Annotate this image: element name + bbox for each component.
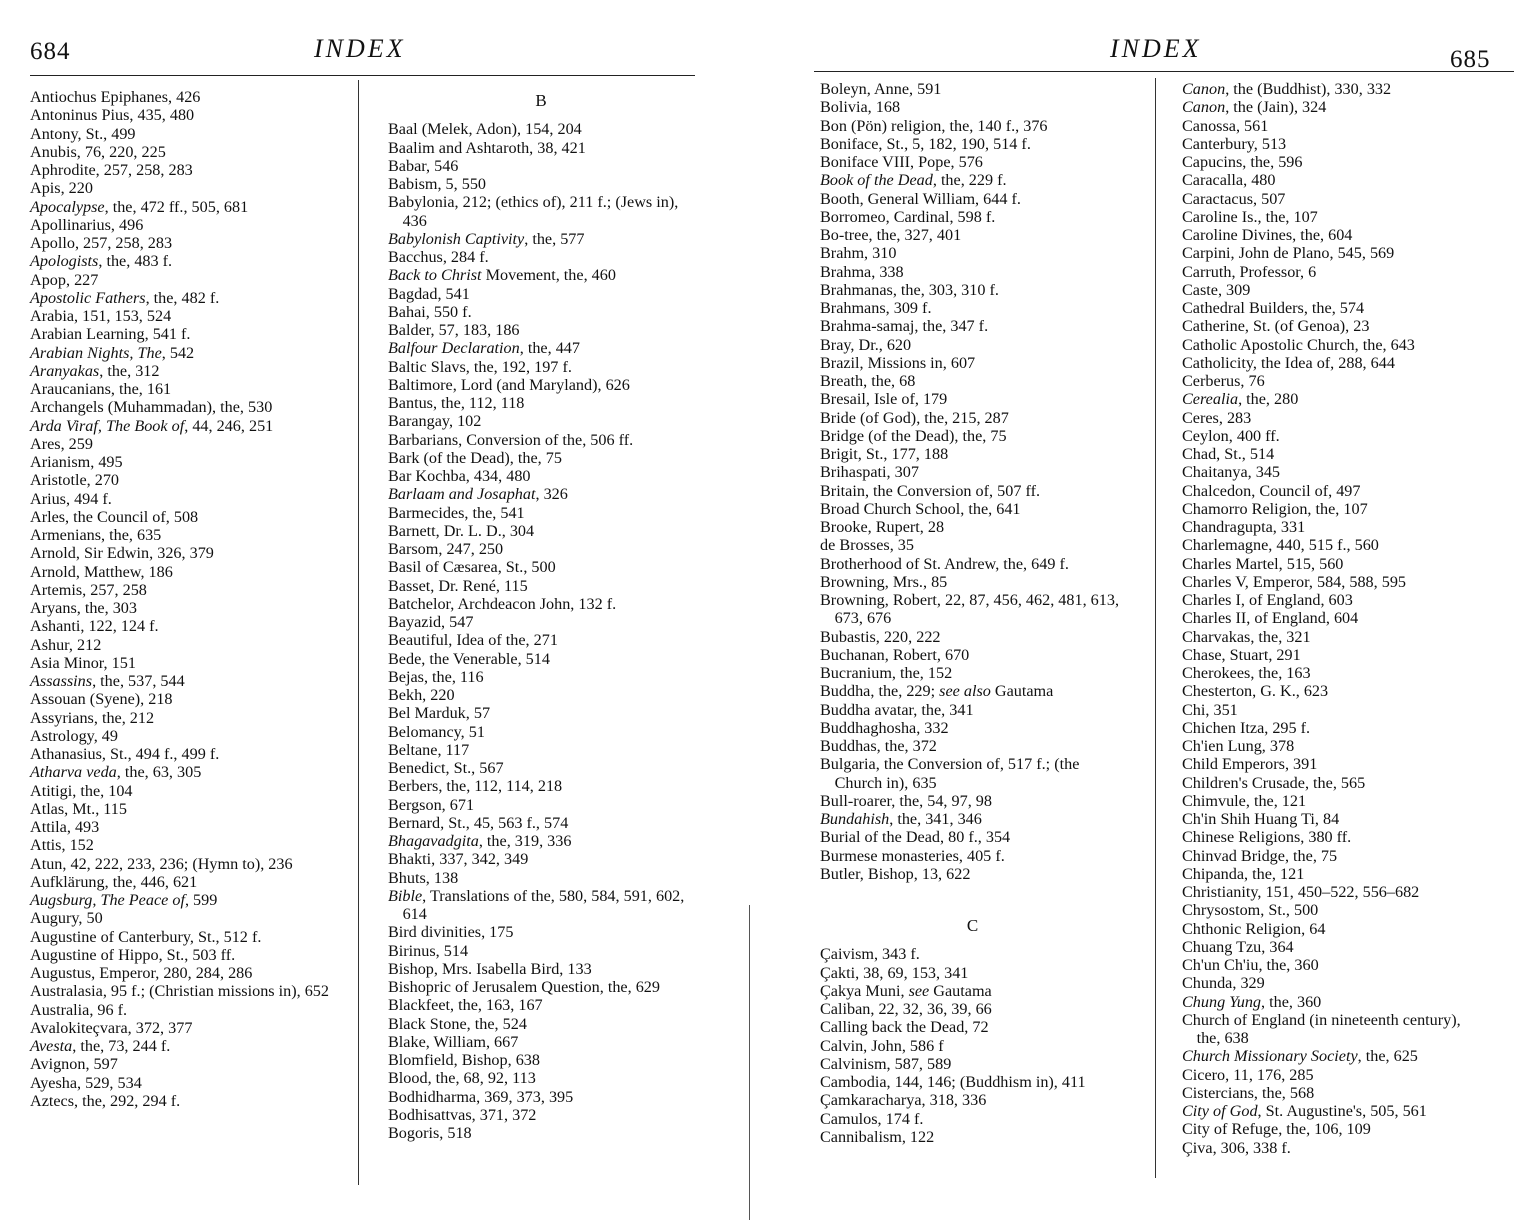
index-entry: Canossa, 561	[1182, 116, 1269, 135]
index-entry: Borromeo, Cardinal, 598 f.	[820, 207, 996, 226]
index-entry: Augury, 50	[30, 909, 103, 928]
index-entry: Brahma-samaj, the, 347 f.	[820, 317, 989, 336]
index-entry: Bagdad, 541	[388, 284, 470, 303]
index-entry: Booth, General William, 644 f.	[820, 189, 1021, 208]
index-entry: Avalokiteçvara, 372, 377	[30, 1018, 193, 1037]
index-entry: Augustine of Canterbury, St., 512 f.	[30, 927, 262, 946]
index-entry: Beltane, 117	[388, 740, 470, 759]
index-entry: Bel Marduk, 57	[388, 704, 491, 723]
index-entry: Canon, the (Jain), 324	[1182, 98, 1327, 117]
index-entry: Brooke, Rupert, 28	[820, 518, 945, 536]
index-entry: Arabian Learning, 541 f.	[30, 325, 191, 344]
index-entry: Berbers, the, 112, 114, 218	[388, 777, 563, 796]
index-entry: Children's Crusade, the, 565	[1182, 773, 1366, 792]
index-column-right-1	[820, 80, 1125, 1146]
page-number-right: 685	[1450, 46, 1491, 73]
index-entry: Buddha, the, 229; see also Gautama	[820, 682, 1054, 701]
index-entry: Avignon, 597	[30, 1055, 118, 1074]
index-entry: Broad Church School, the, 641	[820, 499, 1021, 518]
index-entry: Calvinism, 587, 589	[820, 1054, 952, 1073]
index-entry: Caracalla, 480	[1182, 171, 1276, 190]
index-entry: Atun, 42, 222, 233, 236; (Hymn to), 236	[30, 854, 293, 873]
index-entry: Augustus, Emperor, 280, 284, 286	[30, 964, 253, 982]
index-entry: Charles II, of England, 604	[1182, 609, 1359, 628]
index-entry: Atharva veda, the, 63, 305	[30, 763, 202, 782]
index-entry: Capucins, the, 596	[1182, 153, 1303, 171]
index-entry: Caroline Divines, the, 604	[1182, 226, 1353, 244]
column-rule-left	[358, 80, 359, 1185]
index-entry: Ch'un Ch'iu, the, 360	[1182, 956, 1319, 974]
index-entry: Aphrodite, 257, 258, 283	[30, 161, 193, 179]
index-entry: Charles Martel, 515, 560	[1182, 554, 1344, 573]
index-entry: Atitigi, the, 104	[30, 781, 133, 800]
section-letter-b: B	[535, 91, 547, 110]
index-entry: Apollinarius, 496	[30, 215, 144, 234]
index-entry: Ch'in Shih Huang Ti, 84	[1182, 810, 1340, 828]
index-entry: Camulos, 174 f.	[820, 1109, 924, 1128]
index-entry: Catherine, St. (of Genoa), 23	[1182, 317, 1370, 336]
index-entry: Arda Viraf, The Book of, 44, 246, 251	[30, 416, 274, 435]
index-entry: Brahm, 310	[820, 244, 897, 263]
index-entry: Chthonic Religion, 64	[1182, 919, 1326, 938]
right-page	[770, 0, 1534, 1219]
index-entry: Blake, William, 667	[388, 1032, 519, 1051]
index-entry: Antiochus Epiphanes, 426	[30, 88, 201, 106]
running-head-right: INDEX	[1110, 34, 1202, 63]
index-entry: Canon, the (Buddhist), 330, 332	[1182, 80, 1392, 98]
index-entry: Chinese Religions, 380 ff.	[1182, 828, 1352, 847]
index-entry: Chimvule, the, 121	[1182, 791, 1307, 810]
index-entry: Arabia, 151, 153, 524	[30, 307, 172, 325]
index-entry: Breath, the, 68	[820, 372, 916, 390]
index-column-right-2	[1182, 80, 1487, 1157]
index-entry: Brahma, 338	[820, 262, 904, 281]
index-entry: Arles, the Council of, 508	[30, 507, 199, 526]
page-gutter	[749, 905, 750, 1220]
index-entry: Bodhisattvas, 371, 372	[388, 1105, 537, 1124]
index-entry: Brihaspati, 307	[820, 463, 919, 482]
index-entry: Chunda, 329	[1182, 974, 1265, 993]
index-entry: Back to Christ Movement, the, 460	[388, 266, 616, 285]
index-entry: Bolivia, 168	[820, 98, 901, 117]
page-number-left: 684	[30, 38, 71, 65]
index-entry: Apop, 227	[30, 270, 99, 289]
index-entry: Arianism, 495	[30, 453, 123, 471]
index-entry: Cathedral Builders, the, 574	[1182, 299, 1365, 317]
index-entry: Bulgaria, the Conversion of, 517 f.; (the Church in), 635	[820, 755, 1080, 792]
index-entry: Babar, 546	[388, 156, 459, 175]
index-entry: Aryans, the, 303	[30, 599, 137, 617]
index-entry: Arnold, Sir Edwin, 326, 379	[30, 544, 214, 563]
index-entry: Ceres, 283	[1182, 408, 1252, 427]
index-entry: Aztecs, the, 292, 294 f.	[30, 1091, 181, 1110]
index-entry: Armenians, the, 635	[30, 526, 162, 544]
index-entry: Barmecides, the, 541	[388, 503, 525, 522]
index-entry: Ashur, 212	[30, 635, 102, 654]
header-rule-right	[814, 71, 1514, 72]
index-entry: Çakti, 38, 69, 153, 341	[820, 963, 969, 982]
index-entry: Chalcedon, Council of, 497	[1182, 481, 1361, 500]
index-entry: Chinvad Bridge, the, 75	[1182, 846, 1338, 865]
index-entry: Batchelor, Archdeacon John, 132 f.	[388, 594, 617, 613]
index-entry: Chrysostom, St., 500	[1182, 901, 1319, 920]
index-entry: Arnold, Matthew, 186	[30, 562, 173, 581]
index-entry: Assyrians, the, 212	[30, 708, 155, 727]
index-entry: Ceylon, 400 ff.	[1182, 426, 1280, 445]
index-entry: Chaitanya, 345	[1182, 463, 1281, 482]
index-entry: Australia, 96 f.	[30, 1000, 128, 1019]
index-entry: Asia Minor, 151	[30, 653, 136, 672]
index-entry: Baal (Melek, Adon), 154, 204	[388, 120, 582, 139]
entry-list-b-cont	[820, 80, 1125, 883]
index-entry: Apologists, the, 483 f.	[30, 252, 173, 271]
index-entry: Augsburg, The Peace of, 599	[30, 891, 218, 909]
running-head-left: INDEX	[314, 34, 406, 63]
index-entry: Chase, Stuart, 291	[1182, 645, 1301, 664]
left-page	[0, 0, 730, 1219]
index-entry: Arabian Nights, The, 542	[30, 343, 195, 362]
index-entry: Barlaam and Josaphat, 326	[388, 485, 568, 504]
index-entry: Balder, 57, 183, 186	[388, 321, 520, 339]
index-entry: Athanasius, St., 494 f., 499 f.	[30, 745, 220, 763]
index-entry: Baltimore, Lord (and Maryland), 626	[388, 375, 630, 394]
index-entry: Chipanda, the, 121	[1182, 864, 1305, 883]
index-entry: City of God, St. Augustine's, 505, 561	[1182, 1102, 1427, 1120]
index-entry: Browning, Robert, 22, 87, 456, 462, 481, 613, 673, 676	[820, 591, 1120, 628]
entry-list-c	[820, 945, 1125, 1146]
index-entry: Araucanians, the, 161	[30, 380, 172, 398]
index-entry: Carpini, John de Plano, 545, 569	[1182, 244, 1395, 263]
index-entry: Australasia, 95 f.; (Christian missions in), 652	[30, 982, 329, 1001]
index-entry: Bede, the Venerable, 514	[388, 649, 550, 668]
index-entry: Chichen Itza, 295 f.	[1182, 718, 1311, 737]
index-entry: Burmese monasteries, 405 f.	[820, 846, 1005, 865]
index-entry: Bernard, St., 45, 563 f., 574	[388, 813, 569, 832]
index-entry: Bresail, Isle of, 179	[820, 390, 948, 409]
index-entry: Bergson, 671	[388, 795, 475, 814]
index-entry: Book of the Dead, the, 229 f.	[820, 171, 1007, 190]
index-entry: Çamkaracharya, 318, 336	[820, 1091, 987, 1110]
index-entry: Bhuts, 138	[388, 868, 459, 887]
index-entry: Astrology, 49	[30, 726, 118, 745]
index-entry: Barsom, 247, 250	[388, 540, 504, 558]
index-entry: Chuang Tzu, 364	[1182, 937, 1294, 956]
index-entry: Charles I, of England, 603	[1182, 591, 1353, 609]
index-entry: Bundahish, the, 341, 346	[820, 810, 982, 828]
index-entry: Buddha avatar, the, 341	[820, 700, 974, 719]
index-entry: Bo-tree, the, 327, 401	[820, 226, 962, 244]
index-entry: Bird divinities, 175	[388, 923, 514, 942]
index-entry: Çiva, 306, 338 f.	[1182, 1138, 1291, 1157]
index-entry: Çaivism, 343 f.	[820, 945, 920, 964]
index-entry: Bar Kochba, 434, 480	[388, 467, 531, 485]
index-entry: Cannibalism, 122	[820, 1127, 935, 1146]
index-entry: Aufklärung, the, 446, 621	[30, 872, 198, 891]
index-entry: Atlas, Mt., 115	[30, 799, 127, 818]
index-entry: Chandragupta, 331	[1182, 518, 1306, 536]
index-entry: Bull-roarer, the, 54, 97, 98	[820, 791, 992, 810]
index-entry: Bhagavadgita, the, 319, 336	[388, 832, 572, 850]
index-entry: Charvakas, the, 321	[1182, 627, 1311, 646]
index-entry: Cerealia, the, 280	[1182, 390, 1299, 409]
index-entry: Boniface, St., 5, 182, 190, 514 f.	[820, 134, 1031, 153]
index-entry: Charles V, Emperor, 584, 588, 595	[1182, 572, 1407, 591]
index-entry: Bogoris, 518	[388, 1124, 472, 1142]
index-entry: Calling back the Dead, 72	[820, 1018, 989, 1037]
index-entry: Barangay, 102	[388, 412, 482, 431]
index-entry: Britain, the Conversion of, 507 ff.	[820, 481, 1041, 500]
index-entry: Catholicity, the Idea of, 288, 644	[1182, 353, 1395, 372]
index-entry: Child Emperors, 391	[1182, 755, 1318, 774]
index-entry: Boniface VIII, Pope, 576	[820, 153, 983, 171]
index-entry: Attila, 493	[30, 818, 100, 836]
index-entry: Anubis, 76, 220, 225	[30, 142, 166, 161]
index-entry: Benedict, St., 567	[388, 759, 504, 777]
index-column-left-1	[30, 88, 335, 1110]
index-entry: Chung Yung, the, 360	[1182, 992, 1322, 1011]
index-entry: Brahmanas, the, 303, 310 f.	[820, 280, 999, 299]
index-entry: Bayazid, 547	[388, 613, 474, 631]
index-entry: Bubastis, 220, 222	[820, 627, 941, 646]
index-entry: Baltic Slavs, the, 192, 197 f.	[388, 357, 572, 376]
index-entry: Burial of the Dead, 80 f., 354	[820, 828, 1011, 847]
index-entry: Blackfeet, the, 163, 167	[388, 996, 543, 1015]
header-rule-left	[30, 75, 695, 76]
index-entry: City of Refuge, the, 106, 109	[1182, 1120, 1371, 1139]
index-entry: Chesterton, G. K., 623	[1182, 682, 1329, 701]
index-entry: Bejas, the, 116	[388, 667, 484, 686]
index-entry: Bekh, 220	[388, 686, 455, 704]
index-entry: Browning, Mrs., 85	[820, 572, 948, 591]
index-entry: Babylonia, 212; (ethics of), 211 f.; (Jews in), 436	[388, 193, 679, 230]
column-rule-right	[1155, 78, 1156, 1178]
index-entry: Chi, 351	[1182, 700, 1238, 719]
index-entry: Cambodia, 144, 146; (Buddhism in), 411	[820, 1073, 1086, 1091]
index-entry: Basset, Dr. René, 115	[388, 576, 528, 595]
index-entry: Beautiful, Idea of the, 271	[388, 631, 558, 650]
index-entry: Blomfield, Bishop, 638	[388, 1051, 540, 1069]
index-entry: de Brosses, 35	[820, 536, 914, 555]
index-entry: Bishop, Mrs. Isabella Bird, 133	[388, 959, 592, 978]
index-entry: Brigit, St., 177, 188	[820, 445, 949, 463]
index-entry: Antony, St., 499	[30, 124, 136, 143]
index-entry: Bhakti, 337, 342, 349	[388, 850, 529, 869]
index-entry: Belomancy, 51	[388, 722, 485, 741]
index-entry: Calvin, John, 586 f	[820, 1036, 944, 1055]
index-entry: Bark (of the Dead), the, 75	[388, 448, 562, 467]
index-entry: Bodhidharma, 369, 373, 395	[388, 1087, 574, 1106]
section-letter-c: C	[966, 916, 979, 935]
index-entry: Caste, 309	[1182, 280, 1251, 299]
index-entry: Basil of Cæsarea, St., 500	[388, 558, 556, 577]
index-entry: Butler, Bishop, 13, 622	[820, 864, 971, 883]
index-entry: Bray, Dr., 620	[820, 335, 912, 354]
index-entry: Catholic Apostolic Church, the, 643	[1182, 335, 1415, 354]
index-entry: Avesta, the, 73, 244 f.	[30, 1037, 171, 1055]
index-entry: Bible, Translations of the, 580, 584, 591, 602, 614	[388, 886, 685, 923]
index-entry: Aranyakas, the, 312	[30, 361, 160, 380]
index-entry: Carruth, Professor, 6	[1182, 262, 1317, 281]
index-entry: Brazil, Missions in, 607	[820, 353, 976, 372]
entry-list-b	[388, 120, 694, 1142]
index-entry: Ashanti, 122, 124 f.	[30, 617, 159, 636]
index-entry: Baalim and Ashtaroth, 38, 421	[388, 138, 586, 157]
index-entry: Buchanan, Robert, 670	[820, 645, 970, 664]
index-entry: Caractacus, 507	[1182, 189, 1286, 208]
index-entry: Charlemagne, 440, 515 f., 560	[1182, 536, 1379, 555]
index-entry: Chamorro Religion, the, 107	[1182, 499, 1368, 518]
index-entry: Assassins, the, 537, 544	[30, 672, 185, 690]
index-entry: Augustine of Hippo, St., 503 ff.	[30, 945, 236, 964]
index-entry: Caliban, 22, 32, 36, 39, 66	[820, 1000, 992, 1018]
index-entry: Church of England (in nineteenth century), the, 638	[1182, 1010, 1461, 1047]
index-entry: Ch'ien Lung, 378	[1182, 737, 1295, 755]
index-entry: Boleyn, Anne, 591	[820, 80, 942, 98]
index-entry: Ares, 259	[30, 434, 93, 453]
index-entry: Canterbury, 513	[1182, 134, 1287, 153]
index-entry: Bahai, 550 f.	[388, 302, 472, 321]
index-entry: Christianity, 151, 450–522, 556–682	[1182, 883, 1420, 901]
index-entry: Barbarians, Conversion of the, 506 ff.	[388, 430, 634, 449]
index-entry: Buddhaghosha, 332	[820, 718, 949, 737]
index-entry: Çakya Muni, see Gautama	[820, 981, 992, 1000]
index-entry: Caroline Is., the, 107	[1182, 207, 1318, 226]
index-entry: Cicero, 11, 176, 285	[1182, 1065, 1314, 1084]
index-column-left-2	[388, 88, 694, 1142]
index-entry: Archangels (Muhammadan), the, 530	[30, 398, 273, 417]
index-entry: Bride (of God), the, 215, 287	[820, 408, 1009, 427]
index-entry: Babism, 5, 550	[388, 175, 487, 193]
index-entry: Buddhas, the, 372	[820, 737, 937, 755]
index-entry: Arius, 494 f.	[30, 489, 112, 508]
index-entry: Cerberus, 76	[1182, 372, 1265, 390]
index-entry: Apocalypse, the, 472 ff., 505, 681	[30, 197, 249, 216]
index-entry: Church Missionary Society, the, 625	[1182, 1047, 1418, 1066]
index-entry: Attis, 152	[30, 836, 94, 855]
index-entry: Birinus, 514	[388, 941, 469, 960]
index-entry: Ayesha, 529, 534	[30, 1073, 142, 1092]
index-entry: Antoninus Pius, 435, 480	[30, 106, 195, 125]
index-entry: Apollo, 257, 258, 283	[30, 234, 173, 252]
index-entry: Bucranium, the, 152	[820, 664, 953, 682]
index-entry: Artemis, 257, 258	[30, 580, 147, 599]
index-entry: Balfour Declaration, the, 447	[388, 339, 580, 358]
index-entry: Assouan (Syene), 218	[30, 690, 173, 709]
index-entry: Brahmans, 309 f.	[820, 299, 932, 317]
index-entry: Apostolic Fathers, the, 482 f.	[30, 288, 220, 307]
index-entry: Bishopric of Jerusalem Question, the, 629	[388, 978, 660, 996]
index-entry: Cherokees, the, 163	[1182, 664, 1311, 682]
index-entry: Babylonish Captivity, the, 577	[388, 229, 585, 248]
index-entry: Cistercians, the, 568	[1182, 1083, 1315, 1102]
index-entry: Chad, St., 514	[1182, 445, 1275, 463]
index-entry: Brotherhood of St. Andrew, the, 649 f.	[820, 554, 1069, 573]
index-entry: Blood, the, 68, 92, 113	[388, 1069, 536, 1088]
index-entry: Black Stone, the, 524	[388, 1014, 527, 1033]
index-entry: Bantus, the, 112, 118	[388, 394, 525, 412]
index-entry: Apis, 220	[30, 179, 93, 198]
index-entry: Aristotle, 270	[30, 471, 120, 490]
index-entry: Bon (Pön) religion, the, 140 f., 376	[820, 116, 1048, 135]
index-entry: Bacchus, 284 f.	[388, 248, 489, 266]
index-entry: Bridge (of the Dead), the, 75	[820, 426, 1007, 445]
index-entry: Barnett, Dr. L. D., 304	[388, 521, 535, 540]
